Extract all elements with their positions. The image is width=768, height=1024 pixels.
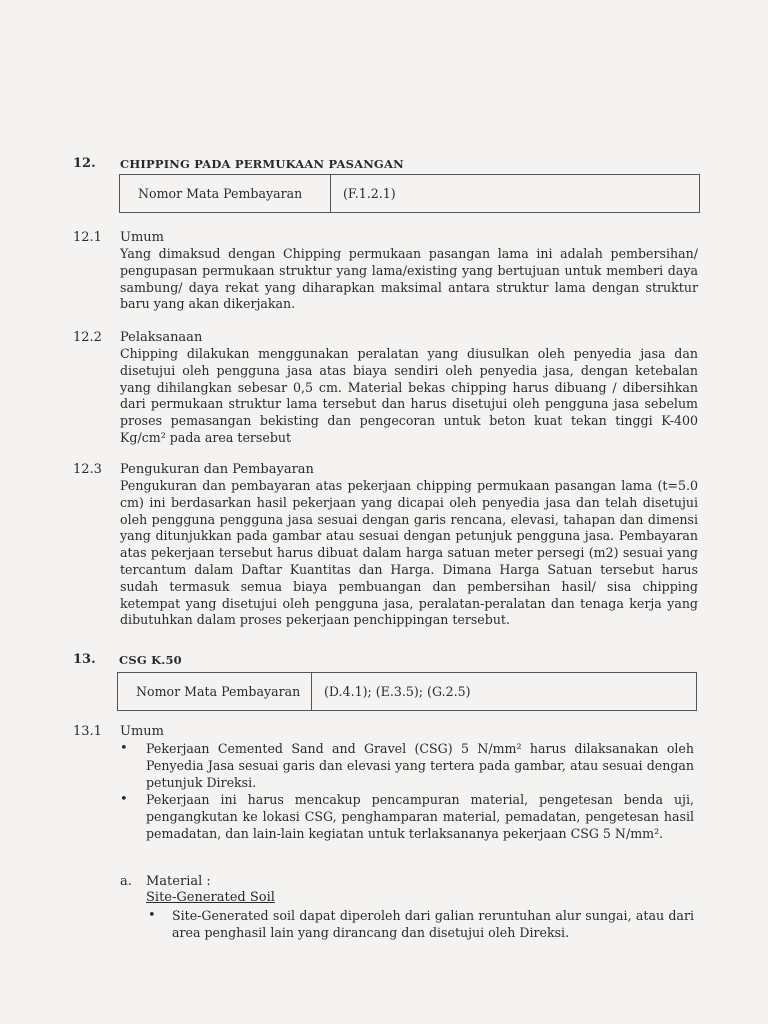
payment-label: Nomor Mata Pembayaran (118, 673, 312, 710)
section-13-title: CSG K.50 (119, 653, 182, 667)
bullet-icon: • (148, 908, 156, 923)
subsection-12-2-title: Pelaksanaan (120, 330, 203, 345)
item-a-marker: a. (120, 874, 132, 889)
bullet-icon: • (120, 792, 128, 808)
section-12-number: 12. (73, 156, 96, 171)
item-a-title: Material : (146, 874, 211, 889)
subsection-12-1-title: Umum (120, 230, 164, 245)
item-a-subheading: Site-Generated Soil (146, 890, 275, 905)
bullet-text: Pekerjaan Cemented Sand and Gravel (CSG) 5 N/mm² harus dilaksanakan oleh Penyedia Jasa sesuai garis dan elevasi yang tertera pada gambar, atau sesuai dengan petunjuk Direksi. (146, 741, 694, 790)
bullet-text: Site-Generated soil dapat diperoleh dari galian reruntuhan alur sungai, atau dari area penghasil lain yang dirancang dan disetujui oleh Direksi. (172, 908, 694, 940)
subsection-12-3-number: 12.3 (73, 462, 102, 477)
list-item (120, 741, 694, 791)
subsection-12-1-number: 12.1 (73, 230, 102, 245)
list-item (148, 908, 694, 942)
list-item (120, 792, 694, 842)
bullet-list-13-1 (120, 741, 694, 843)
payment-label: Nomor Mata Pembayaran (120, 175, 331, 212)
subsection-12-3-text: Pengukuran dan pembayaran atas pekerjaan chipping permukaan pasangan lama (t=5.0 cm) ini berdasarkan hasil pekerjaan yang dicapai oleh penyedia jasa dan telah disetujui oleh pengguna pengguna jasa sesuai dengan garis rencana, elevasi, tahapan dan dimensi yang ditunjukkan pada gambar atau sesuai dengan petunjuk pengguna jasa. Pembayaran atas pekerjaan tersebut harus dibuat dalam harga satuan meter persegi (m2) sesuai yang tercantum dalam Daftar Kuantitas dan Harga. Dimana Harga Satuan tersebut harus sudah termasuk semua biaya pembuangan dan pembersihan hasil/ sisa chipping ketempat yang disetujui oleh pengguna jasa, peralatan-peralatan dan tenaga kerja yang dibutuhkan dalam proses pekerjaan penchippingan tersebut. (120, 478, 698, 628)
bullet-icon: • (120, 741, 128, 756)
payment-box-12 (119, 174, 700, 213)
subsection-13-1-title: Umum (120, 724, 164, 739)
subsection-13-1-number: 13.1 (73, 724, 102, 739)
payment-value: (D.4.1); (E.3.5); (G.2.5) (324, 684, 471, 699)
subsection-12-1-text: Yang dimaksud dengan Chipping permukaan pasangan lama ini adalah pembersihan/ pengupasan permukaan struktur yang lama/existing yang bertujuan untuk memberi daya sambung/ daya rekat yang diharapkan maksimal antara struktur lama dengan struktur baru yang akan dikerjakan. (120, 246, 698, 312)
section-13-number: 13. (73, 652, 96, 667)
subsection-12-2-text: Chipping dilakukan menggunakan peralatan yang diusulkan oleh penyedia jasa dan disetujui oleh pengguna jasa atas biaya sendiri oleh penyedia jasa, dengan ketebalan yang dihilangkan sebesar 0,5 cm. Material bekas chipping harus dibuang / dibersihkan dari permukaan struktur lama tersebut dan harus disetujui oleh pengguna jasa sebelum proses pemasangan bekisting dan pengecoran untuk beton kuat tekan tinggi K-400 Kg/cm² pada area tersebut (120, 346, 698, 445)
payment-box-13 (117, 672, 697, 711)
payment-value: (F.1.2.1) (343, 186, 396, 201)
bullet-list-item-a (148, 908, 694, 942)
subsection-12-2-number: 12.2 (73, 330, 102, 345)
subsection-12-3-title: Pengukuran dan Pembayaran (120, 462, 314, 477)
section-12-title: CHIPPING PADA PERMUKAAN PASANGAN (120, 157, 404, 171)
bullet-text: Pekerjaan ini harus mencakup pencampuran material, pengetesan benda uji, pengangkutan ke lokasi CSG, penghamparan material, pemadatan, pengetesan hasil pemadatan, dan lain-lain kegiatan untuk terlaksananya pekerjaan CSG 5 N/mm². (146, 792, 694, 841)
